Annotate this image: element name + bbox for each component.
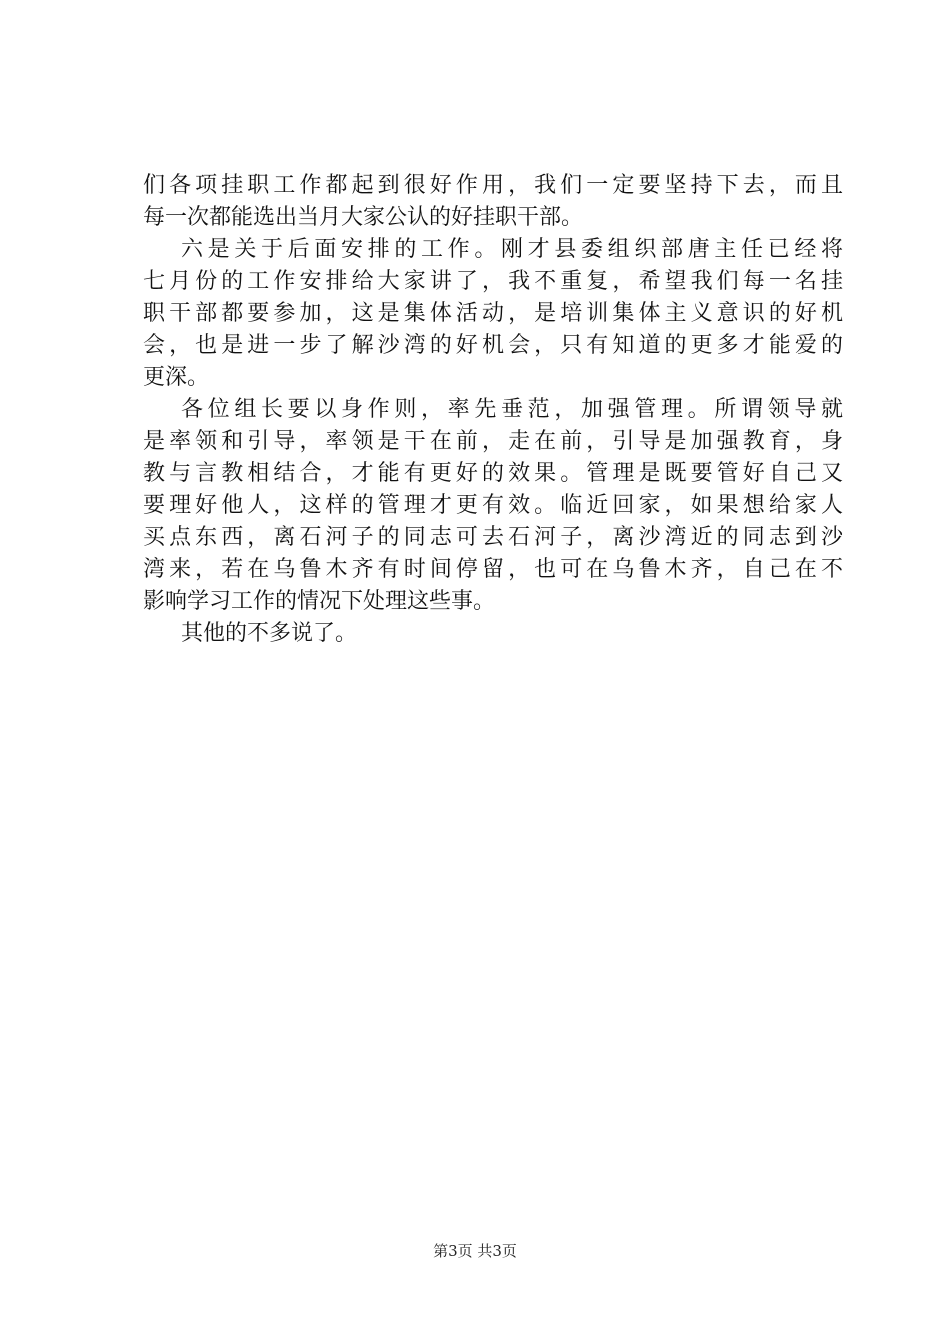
text-line: 们各项挂职工作都起到很好作用，我们一定要坚持下去，而且: [143, 173, 843, 198]
text-line: 是率领和引导，率领是干在前，走在前，引导是加强教育，身: [143, 429, 843, 454]
document-body: [143, 170, 843, 650]
text-line: 更深。: [143, 365, 210, 390]
text-line: 湾来，若在乌鲁木齐有时间停留，也可在乌鲁木齐，自己在不: [143, 557, 843, 582]
text-line: 职干部都要参加，这是集体活动，是培训集体主义意识的好机: [143, 301, 843, 326]
paragraph-2: [143, 234, 843, 394]
text-line: 七月份的工作安排给大家讲了，我不重复，希望我们每一名挂: [143, 269, 843, 294]
text-line: 会，也是进一步了解沙湾的好机会，只有知道的更多才能爱的: [143, 333, 843, 358]
text-line: 要理好他人，这样的管理才更有效。临近回家，如果想给家人: [143, 493, 843, 518]
paragraph-4: [143, 618, 843, 650]
text-line: 买点东西，离石河子的同志可去石河子，离沙湾近的同志到沙: [143, 525, 843, 550]
text-line: 教与言教相结合，才能有更好的效果。管理是既要管好自己又: [143, 461, 843, 486]
paragraph-1: [143, 170, 843, 234]
page-number: 第3页 共3页: [433, 1242, 517, 1260]
text-line: 每一次都能选出当月大家公认的好挂职干部。: [143, 205, 584, 230]
text-line: 六是关于后面安排的工作。刚才县委组织部唐主任已经将: [181, 237, 843, 262]
paragraph-3: [143, 394, 843, 618]
page-footer: [0, 1240, 950, 1262]
text-line: 其他的不多说了。: [181, 621, 358, 646]
text-line: 影响学习工作的情况下处理这些事。: [143, 589, 496, 614]
text-line: 各位组长要以身作则，率先垂范，加强管理。所谓领导就: [181, 397, 843, 422]
